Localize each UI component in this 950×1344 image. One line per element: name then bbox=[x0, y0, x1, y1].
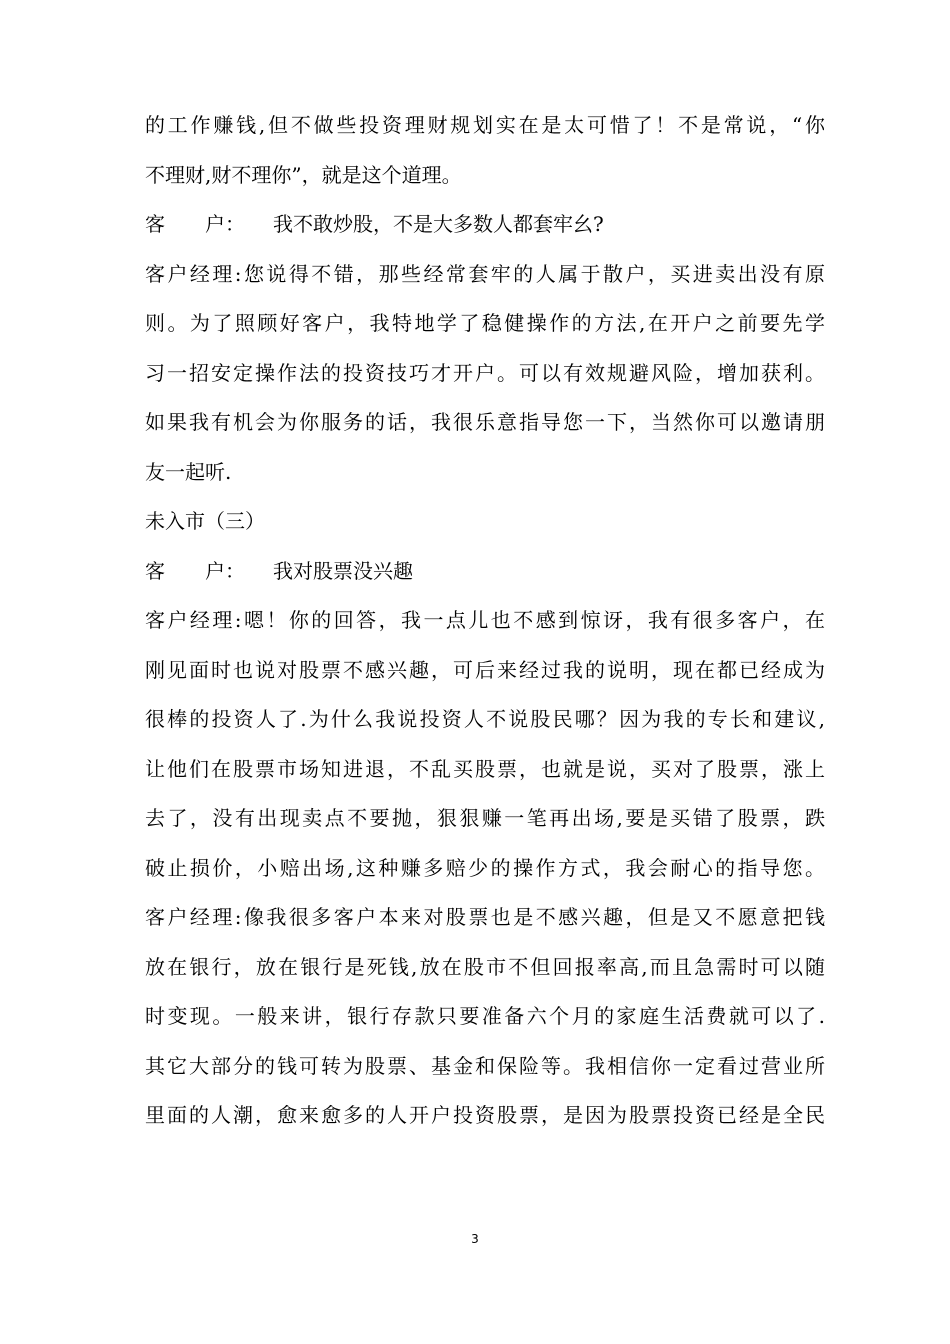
dialogue-line-client bbox=[145, 200, 825, 250]
text-line: 很棒的投资人了.为什么我说投资人不说股民哪？因为我的专长和建议, bbox=[145, 707, 825, 731]
dialogue-text: 我对股票没兴趣 bbox=[273, 558, 413, 583]
text-line: 如果我有机会为你服务的话，我很乐意指导您一下，当然你可以邀请朋 bbox=[145, 410, 825, 434]
text-line: 友一起听. bbox=[145, 459, 232, 484]
text-line: 放在银行，放在银行是死钱,放在股市不但回报率高,而且急需时可以随 bbox=[145, 954, 825, 979]
text-line: 去了，没有出现卖点不要抛，狠狠赚一笔再出场,要是买错了股票，跌 bbox=[145, 806, 825, 830]
page-number: 3 bbox=[471, 1232, 479, 1246]
section-heading: 未入市（三） bbox=[145, 509, 265, 533]
text-line: 客户经理:像我很多客户本来对股票也是不感兴趣，但是又不愿意把钱 bbox=[145, 905, 825, 929]
text-line: 里面的人潮，愈来愈多的人开户投资股票，是因为股票投资已经是全民 bbox=[145, 1103, 825, 1127]
text-line: 不理财,财不理你”，就是这个道理。 bbox=[145, 162, 462, 187]
text-line: 则。为了照顾好客户，我特地学了稳健操作的方法,在开户之前要先学 bbox=[145, 311, 825, 335]
text-line: 客户经理:嗯！你的回答，我一点儿也不感到惊讶，我有很多客户，在 bbox=[145, 608, 825, 632]
text-line: 破止损价，小赔出场,这种赚多赔少的操作方式，我会耐心的指导您。 bbox=[145, 855, 825, 880]
text-line: 刚见面时也说对股票不感兴趣，可后来经过我的说明，现在都已经成为 bbox=[145, 657, 825, 682]
dialogue-line-client bbox=[145, 547, 825, 597]
dialogue-text: 我不敢炒股，不是大多数人都套牢幺? bbox=[273, 212, 604, 236]
text-line: 时变现。一般来讲，银行存款只要准备六个月的家庭生活费就可以了. bbox=[145, 1004, 825, 1028]
text-line: 习一招安定操作法的投资技巧才开户。可以有效规避风险，增加获利。 bbox=[145, 360, 825, 385]
document-body bbox=[145, 101, 825, 1141]
text-line: 客户经理:您说得不错，那些经常套牢的人属于散户，买进卖出没有原 bbox=[145, 261, 825, 286]
speaker-label: 客 户： bbox=[145, 212, 245, 236]
speaker-label: 客 户： bbox=[145, 558, 245, 583]
text-line: 的工作赚钱,但不做些投资理财规划实在是太可惜了！不是常说，“你 bbox=[145, 113, 825, 137]
text-line: 其它大部分的钱可转为股票、基金和保险等。我相信你一定看过营业所 bbox=[145, 1053, 825, 1078]
text-line: 让他们在股票市场知进退，不乱买股票，也就是说，买对了股票，涨上 bbox=[145, 756, 825, 781]
